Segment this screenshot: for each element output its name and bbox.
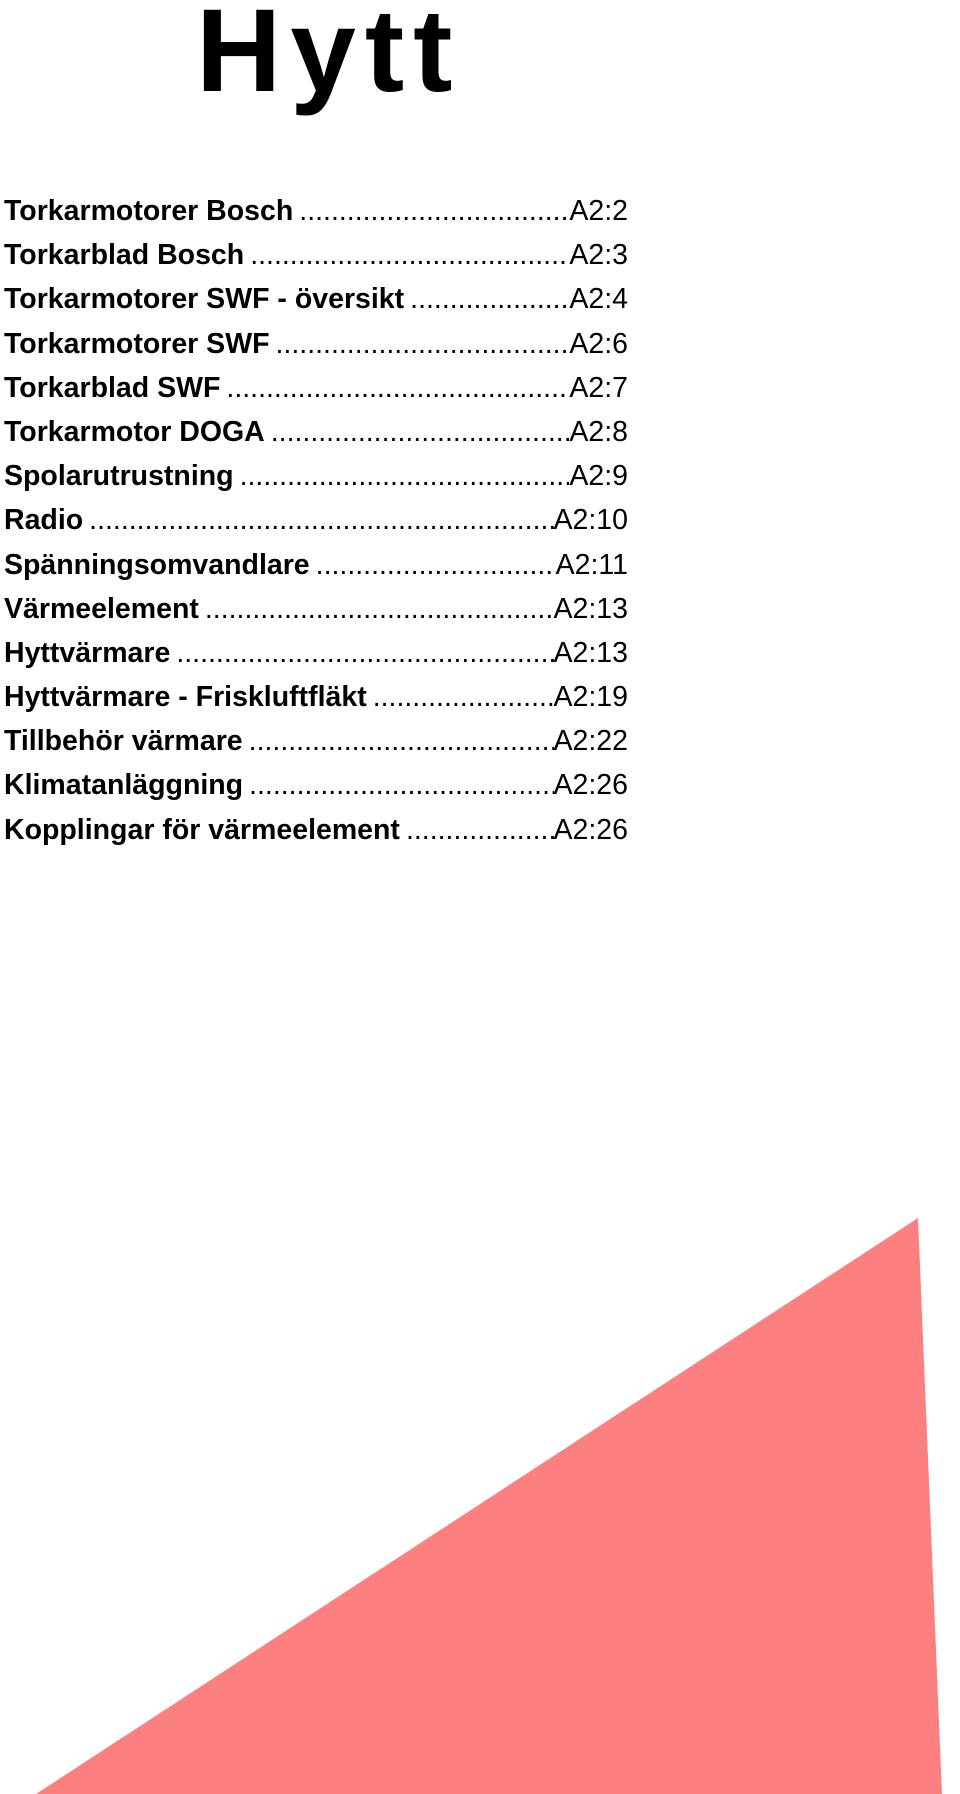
- toc-entry[interactable]: [4, 366, 628, 410]
- toc-dot-leader: [367, 675, 554, 719]
- toc-entry[interactable]: [4, 763, 628, 807]
- toc-entry-page: A2:26: [553, 813, 628, 846]
- toc-entry-page: A2:13: [553, 592, 628, 625]
- toc-entry[interactable]: [4, 233, 628, 277]
- toc-entry-title: Torkarmotorer SWF: [4, 327, 270, 360]
- toc-entry[interactable]: [4, 498, 628, 542]
- toc-entry-page: A2:9: [569, 460, 628, 493]
- toc-entry-page: A2:10: [553, 504, 628, 537]
- toc-entry-title: Torkarmotor DOGA: [4, 415, 265, 448]
- toc-entry-title: Spolarutrustning: [4, 460, 234, 493]
- toc-dot-leader: [404, 277, 569, 321]
- toc-entry-page: A2:4: [569, 283, 628, 316]
- toc-dot-leader: [270, 322, 570, 366]
- toc-dot-leader: [400, 808, 554, 852]
- toc-entry[interactable]: [4, 410, 628, 454]
- toc-dot-leader: [243, 763, 553, 807]
- table-of-contents: [4, 189, 628, 852]
- toc-dot-leader: [220, 366, 569, 410]
- toc-entry-page: A2:26: [553, 769, 628, 802]
- toc-dot-leader: [243, 719, 554, 763]
- toc-entry[interactable]: [4, 631, 628, 675]
- toc-entry-title: Klimatanläggning: [4, 769, 244, 802]
- toc-entry[interactable]: [4, 719, 628, 763]
- toc-dot-leader: [170, 631, 553, 675]
- toc-entry-page: A2:2: [569, 195, 628, 227]
- toc-entry-title: Kopplingar för värmeelement: [4, 813, 400, 846]
- toc-entry-title: Hyttvärmare - Friskluftfläkt: [4, 681, 367, 714]
- toc-entry[interactable]: [4, 189, 628, 233]
- toc-entry-title: Torkarblad SWF: [4, 371, 221, 404]
- toc-entry-title: Torkarmotorer Bosch: [4, 195, 294, 227]
- toc-entry[interactable]: [4, 587, 628, 631]
- toc-entry[interactable]: [4, 322, 628, 366]
- toc-entry-page: A2:6: [569, 327, 628, 360]
- toc-entry-page: A2:19: [553, 681, 628, 714]
- toc-entry-title: Torkarblad Bosch: [4, 239, 245, 272]
- toc-entry-page: A2:8: [569, 415, 628, 448]
- toc-dot-leader: [244, 233, 569, 277]
- toc-dot-leader: [265, 410, 570, 454]
- toc-entry[interactable]: [4, 675, 628, 719]
- toc-entry[interactable]: [4, 277, 628, 321]
- accent-triangle-shape: [36, 1218, 942, 1794]
- toc-entry-title: Tillbehör värmare: [4, 725, 243, 758]
- toc-entry-title: Radio: [4, 504, 84, 537]
- toc-entry-page: A2:22: [553, 725, 628, 758]
- toc-entry[interactable]: [4, 454, 628, 498]
- toc-entry-title: Hyttvärmare: [4, 636, 171, 669]
- page-title: Hytt: [196, 0, 462, 117]
- toc-dot-leader: [83, 498, 553, 542]
- toc-entry-title: Torkarmotorer SWF - översikt: [4, 283, 405, 316]
- toc-entry-page: A2:7: [569, 371, 628, 404]
- toc-entry-page: A2:13: [553, 636, 628, 669]
- toc-dot-leader: [310, 543, 556, 587]
- toc-dot-leader: [293, 189, 569, 233]
- toc-entry[interactable]: [4, 808, 628, 852]
- toc-entry-page: A2:3: [569, 239, 628, 272]
- toc-entry[interactable]: [4, 543, 628, 587]
- toc-entry-title: Värmeelement: [4, 592, 199, 625]
- toc-dot-leader: [234, 454, 570, 498]
- toc-entry-title: Spänningsomvandlare: [4, 548, 310, 581]
- toc-dot-leader: [199, 587, 554, 631]
- toc-entry-page: A2:11: [555, 548, 628, 581]
